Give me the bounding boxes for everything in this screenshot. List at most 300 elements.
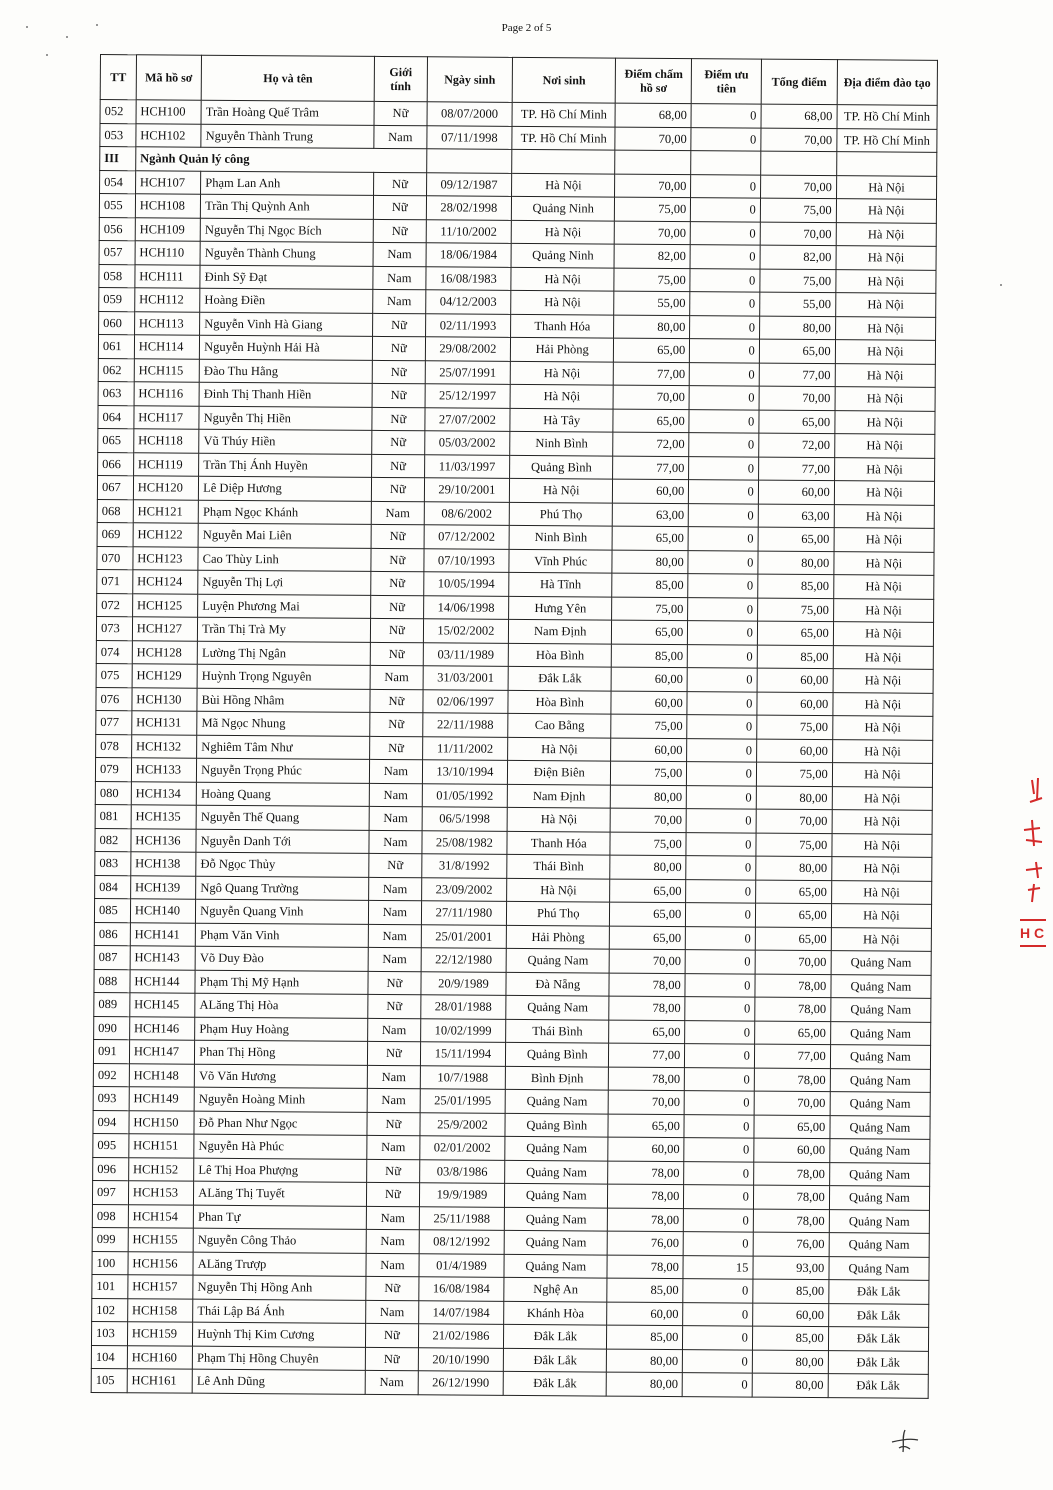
cell-tong-diem: 80,00	[756, 786, 832, 810]
table-header-row	[100, 55, 937, 106]
cell-ngay-sinh: 02/01/2002	[420, 1136, 506, 1160]
cell-dia-diem: Hà Nội	[832, 763, 932, 787]
cell-diem-cham: 80,00	[610, 855, 686, 879]
cell-ma-ho-so: HCH108	[135, 194, 201, 218]
cell-tong-diem: 65,00	[759, 410, 835, 434]
cell-dia-diem: Hà Nội	[832, 810, 932, 834]
cell-diem-uu-tien: 0	[683, 1232, 753, 1256]
cell-diem-cham: 60,00	[611, 667, 687, 691]
cell-tong-diem: 78,00	[753, 1209, 829, 1233]
cell-ngay-sinh: 26/12/1990	[418, 1371, 504, 1395]
cell-tt: 079	[95, 757, 131, 781]
cell-ma-ho-so: HCH110	[135, 241, 201, 265]
cell-dia-diem: Đắk Lắk	[828, 1374, 928, 1398]
cell-dia-diem: Hà Nội	[834, 434, 934, 458]
cell-gioi-tinh: Nam	[368, 900, 421, 924]
cell-ho-va-ten: Huỳnh Trọng Nguyên	[197, 664, 370, 689]
cell-gioi-tinh: Nữ	[371, 477, 424, 501]
cell-noi-sinh: Hà Nội	[507, 878, 610, 902]
cell-tong-diem: 65,00	[757, 621, 833, 645]
cell-ngay-sinh: 25/01/1995	[420, 1089, 506, 1113]
cell-noi-sinh: Hà Nội	[512, 173, 615, 197]
cell-noi-sinh: Điện Biên	[508, 760, 611, 784]
cell-ho-va-ten: Đỗ Ngọc Thủy	[196, 852, 369, 877]
cell-diem-cham: 60,00	[608, 1137, 684, 1161]
cell-ngay-sinh: 11/03/1997	[424, 454, 510, 478]
cell-ma-ho-so: HCH144	[130, 969, 196, 993]
cell-dia-diem: Hà Nội	[833, 669, 933, 693]
cell-tong-diem: 78,00	[754, 1068, 830, 1092]
cell-tt: 098	[92, 1204, 128, 1228]
cell-tt: 094	[93, 1110, 129, 1134]
cell-diem-uu-tien: 0	[683, 1279, 753, 1303]
cell-diem-uu-tien: 0	[688, 597, 758, 621]
cell-diem-uu-tien: 0	[688, 550, 758, 574]
cell-tong-diem: 60,00	[756, 739, 832, 763]
cell-tt: 056	[99, 217, 135, 241]
cell-ngay-sinh: 31/8/1992	[422, 854, 508, 878]
cell-diem-uu-tien: 0	[685, 1067, 755, 1091]
cell-noi-sinh: Hải Phòng	[506, 925, 609, 949]
cell-ho-va-ten: Nguyễn Trọng Phúc	[197, 758, 370, 783]
cell-ngay-sinh: 29/08/2002	[425, 337, 511, 361]
cell-diem-uu-tien: 0	[682, 1373, 752, 1397]
cell-diem-cham: 75,00	[611, 761, 687, 785]
cell-ma-ho-so: HCH132	[131, 734, 197, 758]
cell-ma-ho-so: HCH157	[128, 1275, 194, 1299]
cell-diem-uu-tien: 0	[691, 104, 761, 128]
cell-tong-diem: 65,00	[755, 903, 831, 927]
cell-ngay-sinh: 20/9/1989	[421, 971, 507, 995]
cell-ho-va-ten: Trần Thị Trà My	[198, 617, 371, 642]
cell-ma-ho-so: HCH156	[128, 1251, 194, 1275]
cell-noi-sinh: Vĩnh Phúc	[509, 549, 612, 573]
cell-noi-sinh: Hà Nội	[507, 807, 610, 831]
col-header-dia-diem: Địa điểm đào tạo	[837, 60, 938, 106]
cell-tt: 089	[94, 992, 130, 1016]
cell-tt: 071	[97, 569, 133, 593]
cell-ma-ho-so: HCH134	[131, 781, 197, 805]
cell-ngay-sinh: 25/07/1991	[425, 360, 511, 384]
cell-ho-va-ten: Luyện Phương Mai	[198, 594, 371, 619]
cell-ngay-sinh: 25/01/2001	[421, 924, 507, 948]
cell-ho-va-ten: Nguyễn Thành Chung	[200, 241, 373, 266]
cell-noi-sinh: Quảng Nam	[506, 948, 609, 972]
empty-cell	[761, 151, 837, 175]
cell-diem-uu-tien: 0	[688, 644, 758, 668]
cell-ho-va-ten: Nguyễn Mai Liên	[198, 523, 371, 548]
cell-tong-diem: 70,00	[755, 950, 831, 974]
cell-ho-va-ten: Phan Thị Hồng	[195, 1040, 368, 1065]
cell-diem-uu-tien: 0	[686, 903, 756, 927]
cell-noi-sinh: Đắk Lắk	[508, 666, 611, 690]
cell-diem-uu-tien: 0	[685, 950, 755, 974]
cell-noi-sinh: Quảng Nam	[506, 995, 609, 1019]
scan-speck	[26, 26, 28, 28]
cell-gioi-tinh: Nữ	[374, 101, 427, 125]
cell-gioi-tinh: Nam	[366, 1206, 419, 1230]
section-title: Ngành Quản lý công	[136, 147, 427, 173]
cell-gioi-tinh: Nữ	[371, 548, 424, 572]
cell-diem-uu-tien: 0	[683, 1349, 753, 1373]
cell-diem-cham: 65,00	[614, 338, 690, 362]
cell-gioi-tinh: Nữ	[370, 642, 423, 666]
cell-dia-diem: Hà Nội	[832, 857, 932, 881]
cell-ma-ho-so: HCH111	[135, 264, 201, 288]
cell-ngay-sinh: 08/6/2002	[424, 501, 510, 525]
cell-tt: 092	[93, 1063, 129, 1087]
cell-noi-sinh: Hà Nội	[510, 478, 613, 502]
cell-noi-sinh: Nghệ An	[504, 1277, 607, 1301]
cell-tong-diem: 80,00	[756, 856, 832, 880]
cell-tong-diem: 78,00	[753, 1185, 829, 1209]
cell-ho-va-ten: Phan Tự	[193, 1205, 366, 1230]
cell-ma-ho-so: HCH161	[127, 1369, 193, 1393]
cell-tong-diem: 76,00	[753, 1232, 829, 1256]
cell-gioi-tinh: Nữ	[370, 712, 423, 736]
scan-speck	[1000, 284, 1002, 286]
cell-ho-va-ten: Đỗ Phan Như Ngọc	[194, 1111, 367, 1136]
cell-ngay-sinh: 02/06/1997	[423, 689, 509, 713]
col-header-ngay-sinh: Ngày sinh	[427, 57, 513, 103]
cell-tt: 064	[98, 405, 134, 429]
cell-tong-diem: 65,00	[758, 527, 834, 551]
cell-ma-ho-so: HCH150	[129, 1110, 195, 1134]
cell-ho-va-ten: Cao Thùy Linh	[198, 547, 371, 572]
cell-diem-uu-tien: 0	[688, 574, 758, 598]
cell-tt: 072	[97, 593, 133, 617]
cell-tt: 083	[95, 851, 131, 875]
cell-diem-uu-tien: 0	[686, 879, 756, 903]
cell-tong-diem: 70,00	[761, 128, 837, 152]
cell-ngay-sinh: 15/11/1994	[420, 1042, 506, 1066]
cell-gioi-tinh: Nữ	[370, 689, 423, 713]
empty-cell	[836, 152, 936, 176]
cell-dia-diem: Đắk Lắk	[828, 1350, 928, 1374]
cell-diem-uu-tien: 0	[684, 1091, 754, 1115]
cell-tt: 101	[92, 1274, 128, 1298]
cell-diem-cham: 70,00	[610, 949, 686, 973]
cell-diem-uu-tien: 0	[689, 386, 759, 410]
cell-dia-diem: Hà Nội	[833, 575, 933, 599]
cell-diem-cham: 77,00	[609, 1043, 685, 1067]
cell-diem-cham: 77,00	[614, 362, 690, 386]
cell-diem-cham: 63,00	[613, 503, 689, 527]
cell-gioi-tinh: Nam	[373, 266, 426, 290]
cell-ma-ho-so: HCH154	[128, 1204, 194, 1228]
cell-diem-cham: 76,00	[608, 1231, 684, 1255]
cell-diem-cham: 65,00	[613, 409, 689, 433]
cell-ngay-sinh: 16/08/1984	[419, 1277, 505, 1301]
cell-ma-ho-so: HCH119	[133, 452, 199, 476]
cell-diem-cham: 85,00	[612, 573, 688, 597]
cell-noi-sinh: Đắk Lắk	[504, 1324, 607, 1348]
cell-ngay-sinh: 04/12/2003	[425, 290, 511, 314]
cell-diem-uu-tien: 0	[685, 1044, 755, 1068]
empty-cell	[615, 150, 691, 174]
cell-gioi-tinh: Nữ	[372, 454, 425, 478]
cell-dia-diem: Quảng Nam	[829, 1256, 929, 1280]
cell-ma-ho-so: HCH160	[127, 1345, 193, 1369]
cell-ma-ho-so: HCH112	[135, 288, 201, 312]
cell-ma-ho-so: HCH146	[129, 1016, 195, 1040]
cell-ho-va-ten: Nguyễn Công Thảo	[193, 1228, 366, 1253]
cell-dia-diem: Hà Nội	[833, 645, 933, 669]
cell-ho-va-ten: Hoàng Quang	[196, 782, 369, 807]
cell-diem-uu-tien: 0	[690, 221, 760, 245]
cell-gioi-tinh: Nữ	[372, 407, 425, 431]
cell-tt: 078	[96, 734, 132, 758]
cell-ho-va-ten: Nguyễn Thị Lợi	[198, 570, 371, 595]
cell-ma-ho-so: HCH151	[129, 1134, 195, 1158]
cell-tt: 057	[99, 240, 135, 264]
cell-tt: 055	[99, 194, 135, 218]
cell-ho-va-ten: Nguyễn Quang Vinh	[196, 899, 369, 924]
cell-ma-ho-so: HCH133	[131, 758, 197, 782]
cell-noi-sinh: TP. Hồ Chí Minh	[512, 102, 615, 126]
cell-tt: 096	[93, 1157, 129, 1181]
cell-ngay-sinh: 07/10/1993	[424, 548, 510, 572]
cell-tt: 065	[98, 428, 134, 452]
cell-ho-va-ten: Nguyễn Thị Ngọc Bích	[200, 218, 373, 243]
section-number: III	[100, 147, 136, 171]
col-header-diem-uu-tien: Điểm ưu tiên	[691, 59, 761, 104]
cell-diem-uu-tien: 0	[689, 456, 759, 480]
cell-diem-uu-tien: 0	[685, 973, 755, 997]
cell-tong-diem: 75,00	[757, 715, 833, 739]
cell-tong-diem: 68,00	[761, 104, 837, 128]
cell-dia-diem: Quảng Nam	[830, 1045, 930, 1069]
cell-ho-va-ten: Phạm Văn Vinh	[195, 923, 368, 948]
cell-dia-diem: Hà Nội	[836, 222, 936, 246]
cell-tong-diem: 77,00	[758, 457, 834, 481]
cell-tt: 076	[96, 687, 132, 711]
cell-noi-sinh: Đà Nẵng	[506, 972, 609, 996]
cell-gioi-tinh: Nữ	[366, 1323, 419, 1347]
cell-ngay-sinh: 13/10/1994	[422, 760, 508, 784]
cell-diem-cham: 78,00	[608, 1161, 684, 1185]
cell-diem-uu-tien: 0	[687, 668, 757, 692]
cell-ngay-sinh: 21/02/1986	[418, 1324, 504, 1348]
cell-ho-va-ten: Trần Thị Ánh Huyền	[199, 453, 372, 478]
cell-tong-diem: 78,00	[755, 974, 831, 998]
cell-diem-uu-tien: 0	[688, 527, 758, 551]
cell-dia-diem: Hà Nội	[831, 880, 931, 904]
cell-ho-va-ten: Lê Anh Dũng	[192, 1369, 365, 1394]
cell-ma-ho-so: HCH145	[130, 993, 196, 1017]
cell-diem-cham: 78,00	[609, 973, 685, 997]
cell-diem-uu-tien: 0	[691, 174, 761, 198]
cell-ngay-sinh: 22/12/1980	[421, 948, 507, 972]
cell-gioi-tinh: Nam	[369, 759, 422, 783]
cell-ma-ho-so: HCH141	[130, 922, 196, 946]
cell-tt: 097	[92, 1180, 128, 1204]
cell-ho-va-ten: Nguyễn Hà Phúc	[194, 1134, 367, 1159]
cell-diem-uu-tien: 0	[689, 503, 759, 527]
cell-dia-diem: Quảng Nam	[831, 974, 931, 998]
cell-ho-va-ten: Trần Thị Quỳnh Anh	[201, 194, 374, 219]
cell-ngay-sinh: 28/01/1988	[421, 995, 507, 1019]
col-header-tong-diem: Tổng điểm	[761, 59, 837, 105]
cell-tong-diem: 70,00	[760, 175, 836, 199]
cell-diem-cham: 55,00	[614, 291, 690, 315]
cell-diem-uu-tien: 0	[686, 856, 756, 880]
cell-tt: 087	[94, 945, 130, 969]
cell-ho-va-ten: Nguyễn Thị Hiền	[199, 406, 372, 431]
cell-diem-uu-tien: 0	[688, 621, 758, 645]
table-body	[91, 100, 937, 1398]
cell-tt: 059	[99, 287, 135, 311]
cell-diem-cham: 80,00	[614, 315, 690, 339]
cell-dia-diem: Đắk Lắk	[828, 1327, 928, 1351]
cell-tong-diem: 65,00	[759, 339, 835, 363]
cell-ma-ho-so: HCH136	[131, 828, 197, 852]
cell-ho-va-ten: Nguyễn Hoàng Minh	[194, 1087, 367, 1112]
cell-noi-sinh: Thái Bình	[506, 1019, 609, 1043]
col-header-ho-va-ten: Họ và tên	[201, 55, 374, 101]
cell-dia-diem: Quảng Nam	[830, 1139, 930, 1163]
cell-diem-cham: 75,00	[614, 268, 690, 292]
cell-diem-uu-tien: 0	[687, 715, 757, 739]
cell-tt: 103	[91, 1321, 127, 1345]
cell-diem-uu-tien: 0	[687, 785, 757, 809]
cell-tong-diem: 80,00	[758, 551, 834, 575]
cell-diem-uu-tien: 0	[686, 832, 756, 856]
cell-ho-va-ten: Nguyễn Thế Quang	[196, 805, 369, 830]
cell-diem-cham: 80,00	[611, 785, 687, 809]
cell-gioi-tinh: Nam	[366, 1300, 419, 1324]
cell-diem-cham: 68,00	[615, 103, 691, 127]
cell-ma-ho-so: HCH143	[130, 946, 196, 970]
cell-tong-diem: 85,00	[757, 645, 833, 669]
cell-tong-diem: 75,00	[756, 833, 832, 857]
cell-tt: 053	[100, 123, 136, 147]
cell-noi-sinh: Quảng Nam	[504, 1254, 607, 1278]
cell-ma-ho-so: HCH113	[134, 311, 200, 335]
cell-dia-diem: Hà Nội	[832, 833, 932, 857]
cell-diem-uu-tien: 0	[690, 245, 760, 269]
cell-diem-uu-tien: 0	[691, 127, 761, 151]
cell-noi-sinh: Thanh Hóa	[511, 314, 614, 338]
cell-ho-va-ten: Lê Thị Hoa Phượng	[194, 1158, 367, 1183]
cell-tt: 091	[93, 1039, 129, 1063]
cell-ngay-sinh: 23/09/2002	[421, 877, 507, 901]
cell-ho-va-ten: Hoàng Điền	[200, 288, 373, 313]
empty-cell	[691, 151, 761, 175]
cell-gioi-tinh: Nữ	[369, 853, 422, 877]
cell-dia-diem: Hà Nội	[836, 175, 936, 199]
cell-noi-sinh: Hà Tây	[510, 408, 613, 432]
cell-ma-ho-so: HCH158	[127, 1298, 193, 1322]
cell-ho-va-ten: Phạm Thị Hồng Chuyên	[192, 1346, 365, 1371]
cell-ho-va-ten: Ngô Quang Trường	[196, 876, 369, 901]
cell-dia-diem: Hà Nội	[835, 363, 935, 387]
empty-cell	[512, 149, 615, 173]
cell-tt: 063	[98, 381, 134, 405]
cell-ho-va-ten: ALăng Thị Tuyết	[194, 1181, 367, 1206]
cell-diem-cham: 65,00	[610, 926, 686, 950]
cell-gioi-tinh: Nữ	[367, 1182, 420, 1206]
cell-gioi-tinh: Nam	[369, 806, 422, 830]
cell-dia-diem: Quảng Nam	[829, 1186, 929, 1210]
cell-diem-uu-tien: 0	[685, 997, 755, 1021]
cell-gioi-tinh: Nam	[369, 830, 422, 854]
cell-gioi-tinh: Nữ	[365, 1347, 418, 1371]
cell-tt: 068	[97, 499, 133, 523]
cell-tt: 105	[91, 1368, 127, 1392]
cell-noi-sinh: Hà Nội	[508, 737, 611, 761]
cell-ho-va-ten: Nguyễn Thị Hồng Anh	[193, 1275, 366, 1300]
cell-ho-va-ten: Nguyễn Vinh Hà Giang	[200, 312, 373, 337]
cell-dia-diem: Quảng Nam	[829, 1209, 929, 1233]
cell-diem-uu-tien: 0	[684, 1208, 754, 1232]
cell-ho-va-ten: Phạm Ngọc Khánh	[198, 500, 371, 525]
cell-tong-diem: 70,00	[760, 222, 836, 246]
cell-ngay-sinh: 03/11/1989	[423, 642, 509, 666]
cell-ngay-sinh: 28/02/1998	[426, 196, 512, 220]
cell-ho-va-ten: Nguyễn Huỳnh Hải Hà	[200, 335, 373, 360]
cell-tt: 052	[100, 100, 136, 124]
cell-tong-diem: 60,00	[754, 1138, 830, 1162]
cell-ma-ho-so: HCH100	[136, 100, 202, 124]
cell-ho-va-ten: Nguyễn Thành Trung	[201, 124, 374, 149]
cell-tong-diem: 60,00	[758, 480, 834, 504]
cell-dia-diem: TP. Hồ Chí Minh	[837, 105, 937, 129]
cell-ngay-sinh: 27/11/1980	[421, 901, 507, 925]
cell-gioi-tinh: Nam	[369, 877, 422, 901]
cell-ho-va-ten: Nguyễn Danh Tới	[196, 829, 369, 854]
cell-tt: 070	[97, 546, 133, 570]
cell-diem-uu-tien: 0	[687, 738, 757, 762]
cell-diem-uu-tien: 0	[686, 926, 756, 950]
cell-noi-sinh: Quảng Nam	[505, 1089, 608, 1113]
cell-diem-uu-tien: 0	[689, 409, 759, 433]
cell-tt: 093	[93, 1086, 129, 1110]
cell-tong-diem: 78,00	[753, 1162, 829, 1186]
cell-diem-uu-tien: 0	[687, 762, 757, 786]
cell-ma-ho-so: HCH128	[132, 640, 198, 664]
cell-ho-va-ten: Phạm Huy Hoàng	[195, 1017, 368, 1042]
cell-ma-ho-so: HCH123	[133, 546, 199, 570]
cell-ma-ho-so: HCH107	[135, 170, 201, 194]
cell-diem-uu-tien: 0	[691, 198, 761, 222]
cell-ho-va-ten: Lường Thị Ngân	[197, 641, 370, 666]
cell-ngay-sinh: 08/12/1992	[419, 1230, 505, 1254]
cell-diem-uu-tien: 0	[684, 1185, 754, 1209]
cell-noi-sinh: Hà Nội	[511, 220, 614, 244]
cell-dia-diem: Hà Nội	[835, 316, 935, 340]
cell-diem-cham: 80,00	[612, 550, 688, 574]
cell-diem-cham: 60,00	[613, 479, 689, 503]
cell-ho-va-ten: Mã Ngọc Nhung	[197, 711, 370, 736]
cell-tong-diem: 65,00	[755, 927, 831, 951]
cell-diem-uu-tien: 0	[685, 1020, 755, 1044]
cell-noi-sinh: Nam Định	[509, 619, 612, 643]
cell-dia-diem: Hà Nội	[835, 293, 935, 317]
scan-speck	[46, 54, 48, 56]
cell-tt: 104	[91, 1345, 127, 1369]
cell-ho-va-ten: Nghiêm Tâm Như	[197, 735, 370, 760]
cell-tong-diem: 93,00	[753, 1256, 829, 1280]
cell-tong-diem: 75,00	[760, 269, 836, 293]
cell-tong-diem: 70,00	[756, 809, 832, 833]
cell-ho-va-ten: Thái Lập Bá Ánh	[193, 1299, 366, 1324]
cell-noi-sinh: Quảng Nam	[505, 1160, 608, 1184]
cell-tt: 058	[99, 264, 135, 288]
cell-ngay-sinh: 07/11/1998	[427, 125, 513, 149]
cell-diem-cham: 77,00	[613, 456, 689, 480]
cell-ngay-sinh: 19/9/1989	[419, 1183, 505, 1207]
